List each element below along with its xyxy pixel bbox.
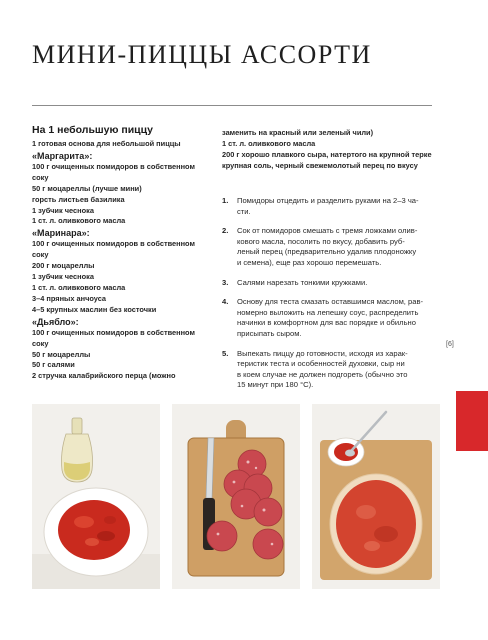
ingredient-line: 100 г очищенных помидоров в собственном bbox=[32, 239, 195, 249]
ingredient-line: 200 г моцареллы bbox=[32, 261, 95, 271]
step-item bbox=[222, 278, 432, 289]
ingredient-line: 4–5 крупных маслин без косточки bbox=[32, 304, 157, 314]
step-line: в коем случае не должен подгореть (обычно это bbox=[237, 369, 408, 379]
marinara-title: «Маринара»: bbox=[32, 228, 90, 239]
step-line: теристик теста и особенностей духовки, сыр ни bbox=[237, 359, 405, 369]
ingredient-line: 1 зубчик чеснока bbox=[32, 272, 94, 282]
step-number: 5. bbox=[222, 348, 229, 358]
section-tab-marker bbox=[456, 391, 488, 451]
step-line: Помидоры отцедить и разделить руками на 2–3 ча- bbox=[237, 196, 419, 205]
step-line: присыпать сыром. bbox=[237, 328, 302, 338]
title-divider bbox=[32, 105, 432, 106]
photo-salami-board bbox=[172, 404, 300, 589]
step-item bbox=[222, 297, 432, 339]
step-line: и семена), еще раз хорошо перемешать. bbox=[237, 257, 382, 267]
step-item bbox=[222, 196, 432, 217]
ingredient-line: 1 ст. л. оливкового масла bbox=[32, 216, 126, 226]
margarita-title: «Маргарита»: bbox=[32, 150, 93, 161]
page-title: МИНИ-ПИЦЦЫ АССОРТИ bbox=[32, 40, 372, 69]
ingredient-line: 2 стручка калабрийского перца (можно bbox=[32, 371, 176, 381]
diablo-title: «Дьябло»: bbox=[32, 316, 79, 327]
step-item bbox=[222, 226, 432, 268]
sauce-bowl-icon bbox=[44, 488, 148, 576]
instruction-steps bbox=[222, 196, 432, 400]
step-line: Основу для теста смазать оставшимся маслом, рав- bbox=[237, 297, 424, 307]
pizza-dough-icon bbox=[330, 474, 422, 574]
step-number: 1. bbox=[222, 196, 229, 205]
ingredients-continued bbox=[222, 128, 442, 172]
step-line: 15 минут при 180 °С). bbox=[237, 380, 314, 390]
ingredient-line: 1 ст. л. оливкового масла bbox=[32, 282, 126, 292]
ingredient-line: крупная соль, черный свежемолотый перец по вкусу bbox=[222, 160, 418, 170]
step-line: леный перец (предварительно удалив плодоножку bbox=[237, 247, 417, 257]
ingredients-heading: На 1 небольшую пиццу bbox=[32, 124, 153, 136]
ingredient-line: соку bbox=[32, 338, 49, 348]
step-number: 4. bbox=[222, 297, 229, 307]
page-number: [6] bbox=[446, 341, 454, 348]
ingredient-line: 50 г салями bbox=[32, 360, 75, 370]
step-item bbox=[222, 349, 432, 391]
ingredient-line: соку bbox=[32, 172, 49, 182]
ingredients-column bbox=[32, 124, 210, 382]
ingredient-line: 3–4 пряных анчоуса bbox=[32, 293, 107, 303]
step-line: начинки в комфортном для вас порядке и обильно bbox=[237, 318, 416, 328]
step-line: Сок от помидоров смешать с тремя ложками олив- bbox=[237, 226, 418, 236]
ingredient-line: 50 г моцареллы (лучше мини) bbox=[32, 183, 142, 193]
ingredient-line: соку bbox=[32, 250, 49, 260]
photo-tomato-sauce-bowl bbox=[32, 404, 160, 589]
step-line: кового масла, посолить по вкусу, добавить руб- bbox=[237, 236, 405, 246]
step-number: 2. bbox=[222, 226, 229, 236]
ingredient-line: заменить на красный или зеленый чили) bbox=[222, 128, 374, 137]
step-line: Выпекать пиццу до готовности, исходя из харак- bbox=[237, 348, 408, 358]
ingredient-line: 1 зубчик чеснока bbox=[32, 205, 94, 215]
step-line: сти. bbox=[237, 206, 251, 216]
step-line: номерно выложить на лепешку соус, распределить bbox=[237, 307, 419, 317]
ingredient-line: 100 г очищенных помидоров в собственном bbox=[32, 327, 195, 337]
ingredient-line: 200 г хорошо плавкого сыра, натертого на крупной терке bbox=[222, 149, 432, 159]
ingredient-line: горсть листьев базилика bbox=[32, 194, 125, 204]
ingredient-line: 100 г очищенных помидоров в собственном bbox=[32, 161, 195, 171]
ingredient-line: 50 г моцареллы bbox=[32, 349, 91, 359]
ingredient-line: 1 ст. л. оливкового масла bbox=[222, 138, 316, 148]
step-number: 3. bbox=[222, 277, 229, 287]
step-line: Салями нарезать тонкими кружками. bbox=[237, 277, 368, 287]
ingredient-line: 1 готовая основа для небольшой пиццы bbox=[32, 139, 181, 148]
photo-pizza-dough bbox=[312, 404, 440, 589]
